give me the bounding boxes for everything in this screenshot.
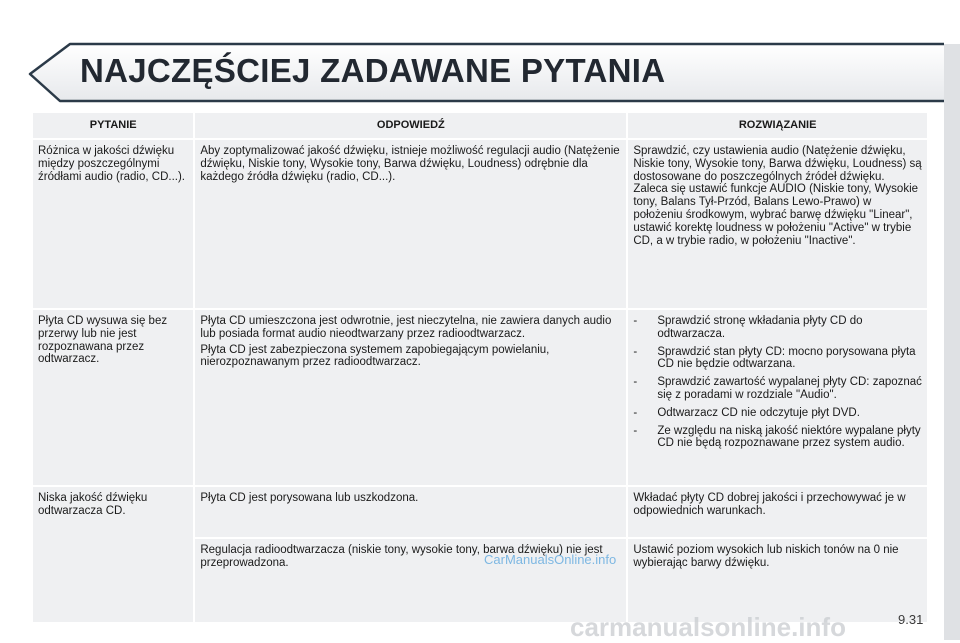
table-row [33,487,927,537]
header-question: PYTANIE [33,113,193,138]
solution-cell: Sprawdzić, czy ustawienia audio (Natężenie dźwięku, Niskie tony, Wysokie tony, Barwa dźwięku, Loudness) są dostosowane do poszczególnych źródeł dźwięku. Zaleca się ustawić funkcje AUDIO (Niskie tony, Wysokie tony, Balans Tył-Przód, Balans Lewo-Prawo) w położeniu środkowym, wybrać barwę dźwięku "Linear", ustawić korektę loudness w położeniu "Active" w trybie CD, a w trybie radio, w położeniu "Inactive". [628,140,927,308]
page-number: 9.31 [898,612,924,627]
page-title: NAJCZĘŚCIEJ ZADAWANE PYTANIA [80,52,666,89]
table-row [33,310,927,485]
header-solution: ROZWIĄZANIE [628,113,927,138]
solution-item: - Sprawdzić stan płyty CD: mocno porysowana płyta CD nie będzie odtwarzana. [633,346,922,372]
answer-text: Płyta CD jest zabezpieczona systemem zapobiegającym powielaniu, nierozpoznawanym przez radioodtwarzacz. [200,343,550,369]
faq-table [31,111,929,624]
watermark-link[interactable]: CarManualsOnline.info [484,552,617,567]
solution-item: - Ze względu na niską jakość niektóre wypalane płyty CD nie będą rozpoznawane przez system audio. [633,425,922,451]
question-cell: Płyta CD wysuwa się bez przerwy lub nie jest rozpoznawana przez odtwarzacz. [33,310,193,485]
answer-text: Płyta CD umieszczona jest odwrotnie, jest nieczytelna, nie zawiera danych audio lub posiada format audio nieodtwarzany przez radioodtwarzacz. [200,315,612,340]
header-answer: ODPOWIEDŹ [195,113,626,138]
solution-cell: Ustawić poziom wysokich lub niskich tonów na 0 nie wybierając barwy dźwięku. [628,539,927,622]
watermark-bottom: carmanualsonline.info [570,612,846,642]
solution-item: - Sprawdzić zawartość wypalanej płyty CD: zapoznać się z poradami w rozdziale "Audio". [633,376,922,402]
answer-cell [195,487,626,537]
solution-item: - Sprawdzić stronę wkładania płyty CD do odtwarzacza. [633,315,922,341]
answer-cell [195,310,626,485]
side-strip [944,44,960,640]
answer-text: Płyta CD jest porysowana lub uszkodzona. [200,492,419,504]
solution-list [633,315,922,450]
table-header-row [33,113,927,138]
solution-cell: Wkładać płyty CD dobrej jakości i przechowywać je w odpowiednich warunkach. [628,487,927,537]
answer-text: Regulacja radioodtwarzacza (niskie tony, wysokie tony, barwa dźwięku) nie jest przeprowadzona. [200,544,603,569]
question-cell: Różnica w jakości dźwięku między poszczególnymi źródłami audio (radio, CD...). [33,140,193,308]
question-cell: Niska jakość dźwięku odtwarzacza CD. [33,487,193,622]
answer-cell [195,140,626,308]
solution-cell [628,310,927,485]
table-row [33,140,927,308]
answer-text: Aby zoptymalizować jakość dźwięku, istnieje możliwość regulacji audio (Natężenie dźwięku, Niskie tony, Wysokie tony, Barwa dźwięku, Loudness) odrębnie dla każdego źródła dźwięku (radio, CD...). [200,145,620,183]
solution-item: - Odtwarzacz CD nie odczytuje płyt DVD. [633,407,922,420]
